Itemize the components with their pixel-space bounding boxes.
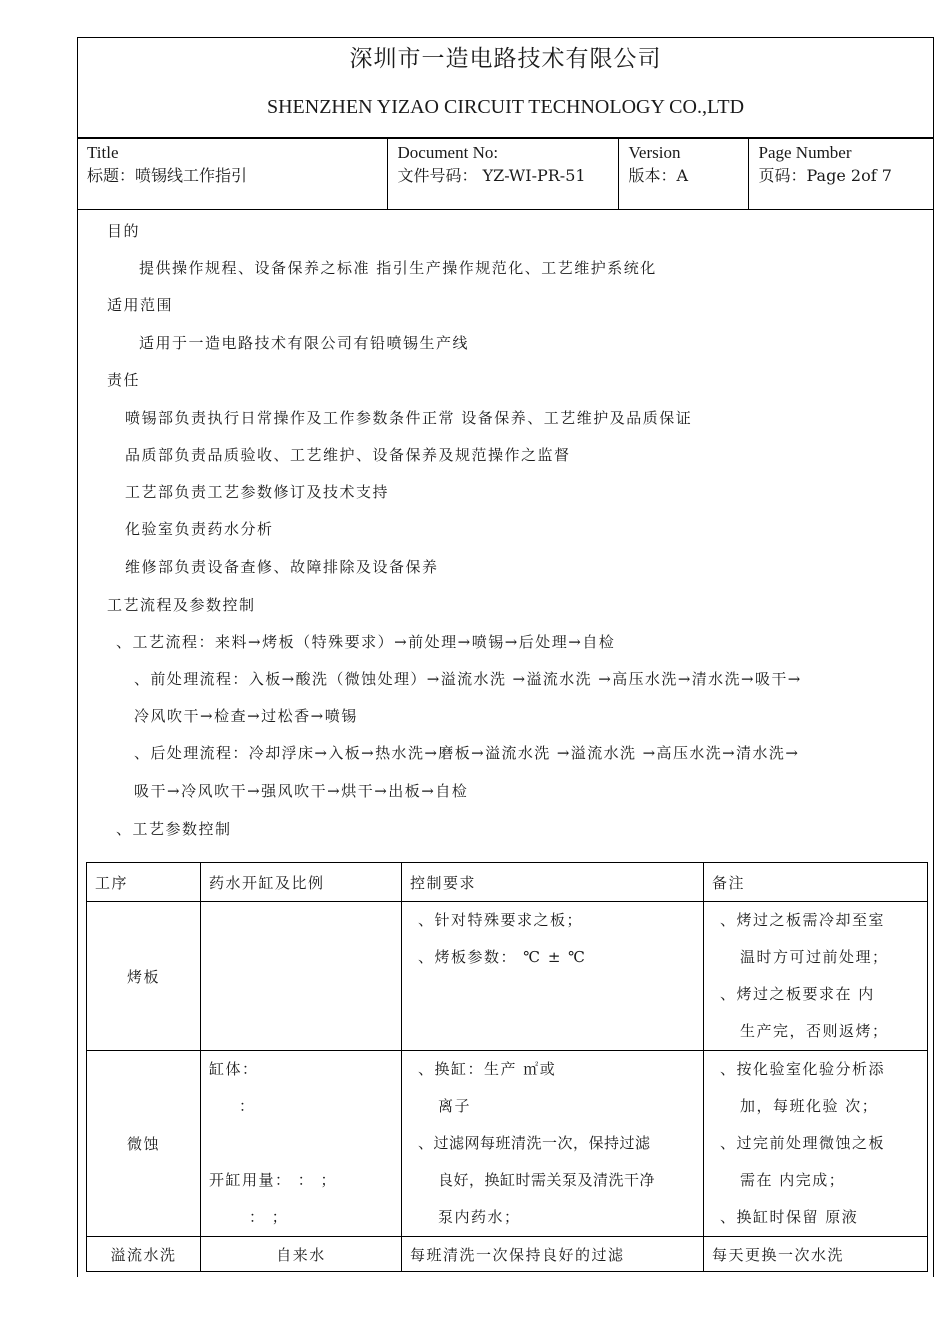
purpose-heading: 目的 xyxy=(107,222,141,240)
page-number-cell xyxy=(748,139,934,210)
note-line: 加，每班化验 次； xyxy=(740,1097,879,1115)
note-line: 、烤过之板需冷却至室 xyxy=(720,911,886,929)
control-cell xyxy=(402,1051,704,1237)
duty-item: 工艺部负责工艺参数修订及技术支持 xyxy=(125,483,390,501)
company-name-cn: 深圳市一造电路技术有限公司 xyxy=(349,46,662,72)
process-parameter-table xyxy=(86,862,928,1272)
process-cell: 烤板 xyxy=(87,902,201,1051)
chemical-cell xyxy=(201,1051,402,1237)
control-cell xyxy=(402,902,704,1051)
chemical-blank-line xyxy=(209,1125,393,1162)
note-line: 、过完前处理微蚀之板 xyxy=(720,1134,886,1152)
page-value: 页码：Page 2of 7 xyxy=(758,166,892,185)
control-line: 、换缸：生产 ㎡或 xyxy=(418,1060,557,1078)
control-line: 、烤板参数： ℃ ± ℃ xyxy=(418,948,587,966)
page-label-en: Page Number xyxy=(758,143,852,162)
duty-item: 化验室负责药水分析 xyxy=(125,520,274,538)
flow-item: 、前处理流程：入板→酸洗（微蚀处理）→溢流水洗 →溢流水洗 →高压水洗→清水洗→吸干→ xyxy=(134,670,802,688)
title-label-cn: 标题：喷锡线工作指引 xyxy=(87,166,248,185)
chemical-cell: 自来水 xyxy=(201,1237,402,1272)
col-header-chemical: 药水开缸及比例 xyxy=(201,863,402,902)
flow-item-continued: 吸干→冷风吹干→强风吹干→烘干→出板→自检 xyxy=(134,782,469,800)
company-name-en: SHENZHEN YIZAO CIRCUIT TECHNOLOGY CO.,LTD xyxy=(266,96,745,118)
title-cell xyxy=(77,139,387,210)
docno-value: 文件号码： YZ-WI-PR-51 xyxy=(397,166,586,185)
note-line: 、换缸时保留 原液 xyxy=(720,1208,859,1226)
control-line: 、针对特殊要求之板； xyxy=(418,911,584,929)
note-line: 、按化验室化验分析添 xyxy=(720,1060,886,1078)
col-header-process: 工序 xyxy=(87,863,201,902)
control-line: 、过滤网每班清洗一次，保持过滤 xyxy=(418,1134,651,1152)
process-cell: 溢流水洗 xyxy=(87,1237,201,1272)
note-cell xyxy=(704,902,928,1051)
flow-item: 、后处理流程：冷却浮床→入板→热水洗→磨板→溢流水洗 →溢流水洗 →高压水洗→清水洗→ xyxy=(134,744,800,762)
scope-heading: 适用范围 xyxy=(107,296,174,314)
control-line: 离子 xyxy=(438,1097,472,1115)
chemical-line: 开缸用量： ： ； xyxy=(209,1171,338,1189)
note-line: 需在 内完成； xyxy=(740,1171,846,1189)
control-line: 良好，换缸时需关泵及清洗干净 xyxy=(438,1171,656,1189)
version-cell xyxy=(618,139,748,210)
chemical-line: ： ； xyxy=(249,1208,289,1226)
note-cell xyxy=(704,1051,928,1237)
control-line: 泵内药水； xyxy=(438,1208,521,1226)
table-header-row xyxy=(87,863,928,902)
version-value: 版本：A xyxy=(628,166,689,185)
duty-item: 维修部负责设备查修、故障排除及设备保养 xyxy=(125,558,439,576)
scope-text: 适用于一造电路技术有限公司有铅喷锡生产线 xyxy=(139,334,470,352)
table-row xyxy=(87,1237,928,1272)
flow-item-continued: 冷风吹干→检查→过松香→喷锡 xyxy=(134,707,358,725)
chemical-line: ： xyxy=(239,1097,256,1115)
col-header-control: 控制要求 xyxy=(402,863,704,902)
flow-heading: 工艺流程及参数控制 xyxy=(107,596,256,614)
document-header-table xyxy=(77,139,934,210)
table-row xyxy=(87,1051,928,1237)
process-cell: 微蚀 xyxy=(87,1051,201,1237)
flow-item: 、工艺参数控制 xyxy=(116,820,232,838)
table-row xyxy=(87,902,928,1051)
version-label-en: Version xyxy=(628,143,681,162)
duty-heading: 责任 xyxy=(107,371,141,389)
purpose-text: 提供操作规程、设备保养之标准 指引生产操作规范化、工艺维护系统化 xyxy=(139,259,657,277)
note-line: 温时方可过前处理； xyxy=(740,948,889,966)
duty-item: 品质部负责品质验收、工艺维护、设备保养及规范操作之监督 xyxy=(125,446,571,464)
chemical-line: 缸体： xyxy=(209,1060,259,1078)
note-line: 生产完，否则返烤； xyxy=(740,1022,889,1040)
note-line: 、烤过之板要求在 内 xyxy=(720,985,875,1003)
docno-label-en: Document No: xyxy=(397,143,499,162)
chemical-cell xyxy=(201,902,402,1051)
duty-item: 喷锡部负责执行日常操作及工作参数条件正常 设备保养、工艺维护及品质保证 xyxy=(125,409,693,427)
title-label-en: Title xyxy=(87,143,119,162)
note-cell: 每天更换一次水洗 xyxy=(704,1237,928,1272)
document-no-cell xyxy=(387,139,618,210)
flow-item: 、工艺流程：来料→烤板（特殊要求）→前处理→喷锡→后处理→自检 xyxy=(116,633,616,651)
control-cell: 每班清洗一次保持良好的过滤 xyxy=(402,1237,704,1272)
col-header-note: 备注 xyxy=(704,863,928,902)
